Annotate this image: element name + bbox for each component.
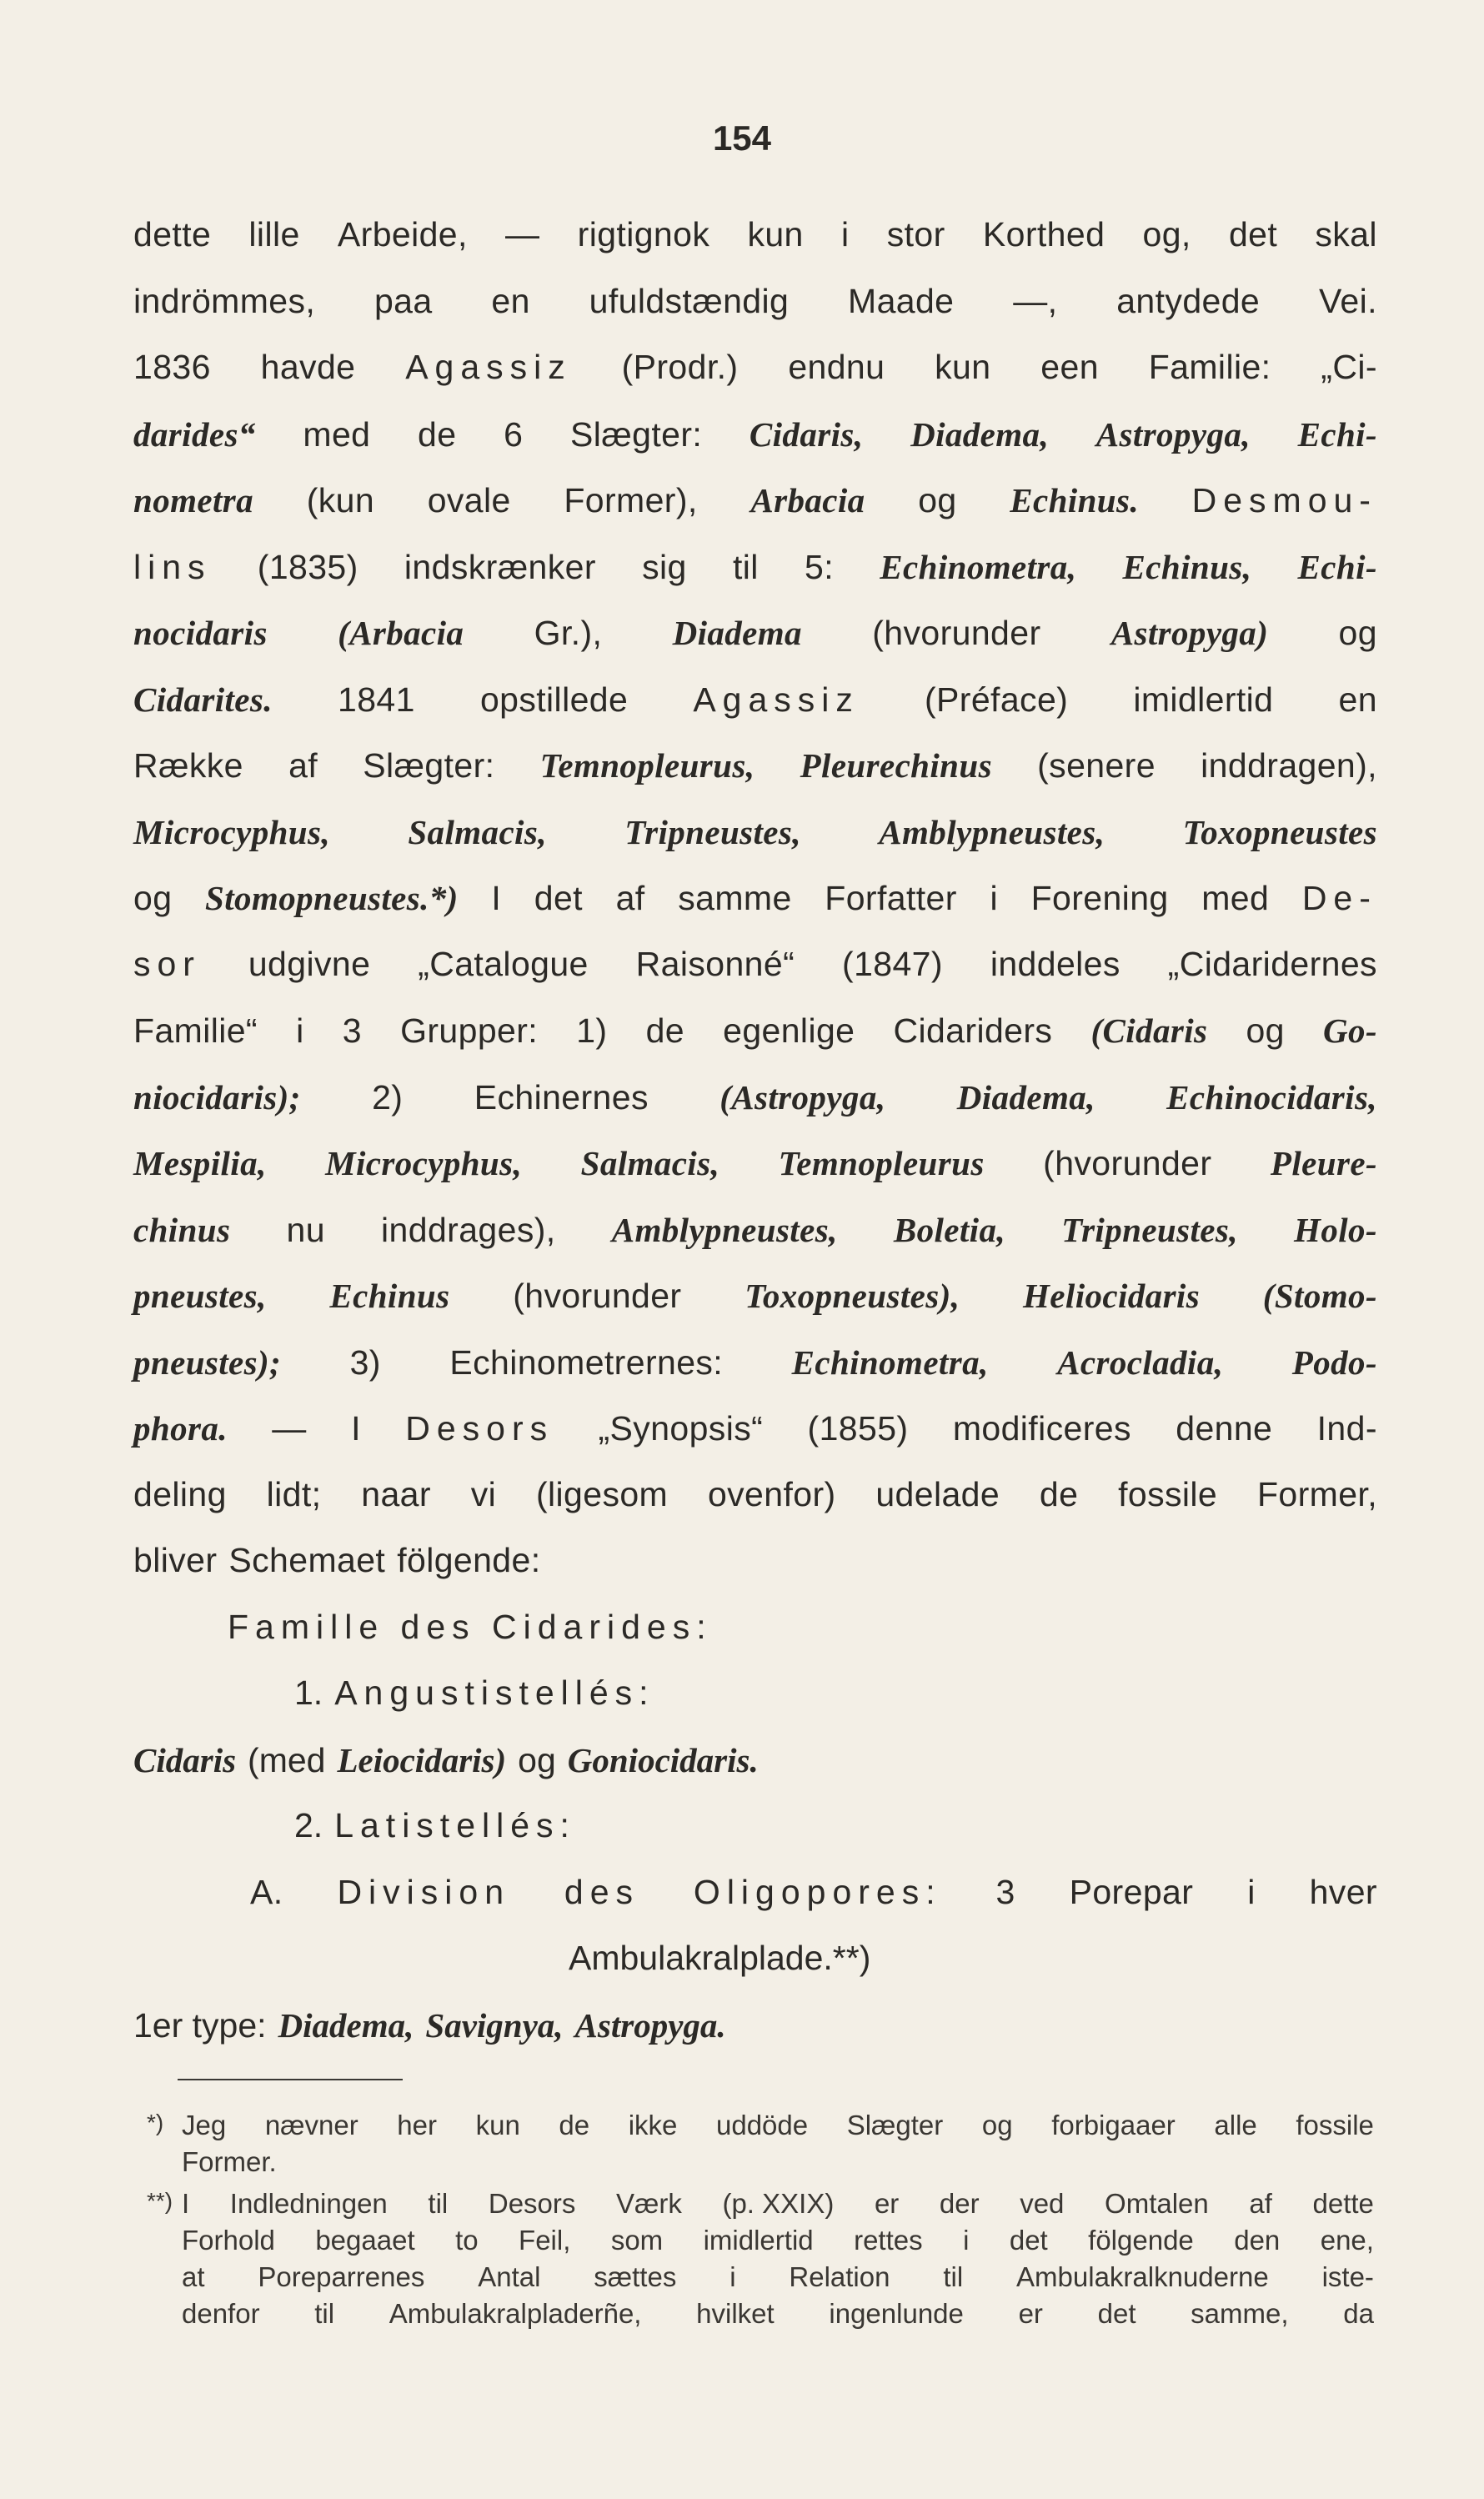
word: og	[1246, 1011, 1285, 1050]
word: her	[397, 2110, 437, 2140]
word: Echinometra,	[791, 1342, 989, 1382]
word: Familie“	[133, 1011, 258, 1050]
schema-text: i	[1247, 1872, 1256, 1911]
word: i	[963, 2225, 970, 2256]
word: Microcyphus,	[133, 812, 331, 851]
word: i	[729, 2261, 736, 2292]
word: paa	[374, 281, 433, 320]
word: Diadema	[672, 614, 802, 652]
word: i	[840, 215, 850, 253]
word: (Préface)	[925, 680, 1069, 719]
word: nu	[286, 1210, 325, 1249]
word: samme	[678, 879, 792, 917]
schema-text: des	[564, 1872, 640, 1911]
word: Echinus.	[1010, 481, 1139, 519]
word: nocidaris	[133, 614, 268, 652]
word: der	[939, 2188, 980, 2219]
word: chinus	[133, 1210, 231, 1249]
group-heading: Angustistellés:	[334, 1674, 655, 1712]
word: de	[1039, 1474, 1079, 1513]
word: De-	[1301, 879, 1377, 917]
word: Microcyphus,	[325, 1144, 523, 1182]
word: med	[303, 414, 371, 454]
word: Slægter:	[363, 746, 495, 785]
word: (senere	[1037, 746, 1156, 785]
word: (Astropyga,	[719, 1077, 886, 1117]
word: Podo-	[1291, 1342, 1377, 1382]
word: havde	[260, 348, 356, 386]
word: og	[918, 481, 957, 519]
word: denfor	[182, 2298, 260, 2329]
footnote-mark: **)	[147, 2188, 173, 2214]
word: det	[1009, 2225, 1048, 2256]
word: ikke	[628, 2110, 678, 2140]
word: til	[428, 2188, 449, 2219]
footnote-mark: *)	[147, 2110, 164, 2135]
word: een	[1040, 348, 1099, 386]
footnote-line	[182, 2146, 1374, 2183]
word: Forhold	[182, 2225, 275, 2256]
word: det	[1228, 215, 1278, 253]
word: (ligesom	[535, 1474, 669, 1513]
word: ovale	[427, 481, 511, 519]
word: Amblypneustes,	[879, 812, 1105, 851]
division-line	[133, 1873, 1377, 1939]
word: indrömmes,	[133, 281, 316, 320]
word: og	[1338, 614, 1377, 652]
schema-line	[133, 1806, 1377, 1873]
schema-text: Savignya,	[425, 2005, 564, 2045]
schema-text: Porepar	[1069, 1872, 1194, 1911]
word: 1841	[338, 680, 415, 719]
word: Boletia,	[893, 1210, 1006, 1249]
word: og,	[1142, 215, 1191, 253]
word: 1836	[133, 348, 211, 386]
word: denne	[1176, 1409, 1273, 1448]
word: fölgende	[1088, 2225, 1194, 2256]
text-line	[133, 812, 1377, 879]
schema-text: Astropyga.	[574, 2005, 726, 2045]
word: Echinometrernes:	[449, 1342, 724, 1382]
word: „Ci-	[1321, 348, 1377, 386]
word: begaaet	[315, 2225, 415, 2256]
family-heading: Famille des Cidarides:	[228, 1607, 713, 1646]
word: (Prodr.)	[621, 348, 739, 386]
word: opstillede	[479, 680, 629, 719]
word: Desors	[488, 2188, 576, 2219]
word: Cidarites.	[133, 680, 273, 719]
word: kun	[935, 348, 991, 386]
word: naar	[361, 1474, 431, 1513]
word: Agassiz	[405, 348, 572, 386]
word: alle	[1214, 2110, 1257, 2140]
word: lille	[248, 215, 300, 253]
word: da	[1343, 2298, 1374, 2329]
schema-text: 2.	[294, 1806, 323, 1844]
word: Amblypneustes,	[611, 1210, 838, 1249]
word: Echinometra,	[880, 547, 1077, 586]
word: Slægter:	[570, 414, 703, 454]
word: fossile	[1296, 2110, 1374, 2140]
word: antydede	[1116, 281, 1261, 320]
word: 1)	[576, 1011, 608, 1050]
text-line	[133, 878, 1377, 945]
word: fossile	[1118, 1474, 1218, 1513]
footnote-divider	[178, 2079, 403, 2080]
word: imidlertid	[1133, 680, 1274, 719]
word: i	[296, 1011, 304, 1050]
word: Desmou-	[1191, 481, 1377, 519]
word: Korthed	[982, 215, 1105, 253]
word: Række	[133, 746, 243, 785]
word: nævner	[264, 2110, 358, 2140]
word: (kun	[306, 481, 375, 519]
word: det	[1097, 2298, 1136, 2329]
text-line	[133, 1408, 1377, 1475]
word: Go-	[1323, 1011, 1377, 1050]
group-heading: Latistellés:	[334, 1806, 576, 1844]
word: Forening	[1030, 879, 1169, 917]
word: Salmacis,	[580, 1144, 720, 1182]
footnote	[147, 2188, 1374, 2335]
word: (1855)	[807, 1409, 909, 1448]
word: nometra	[133, 481, 254, 519]
word: Pleurechinus	[800, 746, 992, 785]
word: Grupper:	[400, 1011, 539, 1050]
text-line	[133, 1342, 1377, 1409]
word: pneustes);	[133, 1342, 282, 1382]
footnote	[147, 2110, 1374, 2183]
word: ved	[1020, 2188, 1065, 2219]
word: er	[874, 2188, 900, 2219]
word: Agassiz	[693, 680, 860, 719]
word: Schemaet	[228, 1541, 386, 1579]
word: imidlertid	[703, 2225, 814, 2256]
word: i	[990, 879, 998, 917]
text-line	[133, 348, 1377, 414]
word: 6	[504, 414, 524, 454]
word: Poreparrenes	[258, 2261, 425, 2292]
word: Echinocidaris,	[1166, 1077, 1377, 1117]
word: egenlige	[723, 1011, 855, 1050]
word: til	[733, 547, 759, 586]
word: det	[534, 879, 583, 917]
word: 3)	[349, 1342, 381, 1382]
word: og	[981, 2110, 1013, 2140]
word: to	[455, 2225, 479, 2256]
word: (hvorunder	[1043, 1144, 1212, 1182]
word: til	[314, 2298, 335, 2329]
word: Familie:	[1148, 348, 1271, 386]
word: og	[133, 879, 173, 917]
word: indskrænker	[404, 547, 596, 586]
text-line	[133, 1143, 1377, 1210]
word: Feil,	[519, 2225, 571, 2256]
word: dette	[1312, 2188, 1374, 2219]
word: Desors	[405, 1409, 554, 1448]
word: de	[559, 2110, 590, 2140]
word: dette	[133, 215, 212, 253]
word: Antal	[478, 2261, 541, 2292]
text-line	[133, 1011, 1377, 1077]
word: (Stomo-	[1262, 1277, 1377, 1315]
word: fölgende:	[397, 1541, 541, 1579]
word: „Catalogue	[418, 944, 589, 983]
footnotes	[147, 2110, 1374, 2335]
text-line	[133, 282, 1377, 349]
word: Jeg	[182, 2110, 227, 2140]
word: Former),	[564, 481, 698, 519]
word: Echinernes	[474, 1077, 649, 1117]
word: Holo-	[1294, 1210, 1377, 1249]
schema-text: 3	[995, 1872, 1015, 1911]
page-number: 154	[712, 118, 772, 158]
word: Værk	[616, 2188, 682, 2219]
schema-line	[133, 1939, 1377, 2005]
schema-text: Ambulakralplade.**)	[569, 1939, 871, 1977]
text-line	[133, 1475, 1377, 1542]
word: bliver	[133, 1541, 218, 1579]
word: de	[418, 414, 457, 454]
text-line	[133, 1210, 1377, 1277]
word: en	[491, 281, 530, 320]
word: Gr.),	[534, 614, 603, 652]
word: sor	[133, 944, 201, 983]
schema-text: Division	[337, 1872, 510, 1911]
word: Arbacia	[750, 481, 865, 519]
word: —,	[1013, 281, 1058, 320]
word: ufuldstændig	[589, 281, 790, 320]
text-line	[133, 414, 1377, 481]
word: Cidaris,	[749, 414, 864, 454]
word: af	[1249, 2188, 1272, 2219]
word: Cidariders	[893, 1011, 1053, 1050]
word: Tripneustes,	[624, 812, 801, 851]
text-line	[133, 745, 1377, 812]
word: lidt;	[266, 1474, 322, 1513]
word: (hvorunder	[513, 1277, 682, 1315]
word: inddrages),	[381, 1210, 556, 1249]
word: Stomopneustes.*)	[205, 879, 459, 917]
word: Ambulakralpladerñe,	[389, 2298, 642, 2329]
word: Heliocidaris	[1023, 1277, 1201, 1315]
word: Maade	[848, 281, 955, 320]
word: inddragen),	[1201, 746, 1377, 785]
word: ingenlunde	[829, 2298, 964, 2329]
word: Diadema,	[910, 414, 1050, 454]
word: Relation	[789, 2261, 890, 2292]
word: af	[288, 746, 318, 785]
word: Forfatter	[825, 879, 957, 917]
word: rettes	[854, 2225, 923, 2256]
text-line	[133, 215, 1377, 282]
word: Echi-	[1297, 547, 1377, 586]
word: —	[272, 1409, 307, 1448]
schema-line	[133, 1674, 1377, 1740]
word: (Arbacia	[338, 614, 464, 652]
word: Tripneustes,	[1061, 1210, 1238, 1249]
word: Echi-	[1297, 414, 1377, 454]
word: Pleure-	[1270, 1144, 1377, 1182]
word: deling	[133, 1474, 227, 1513]
word: er	[1018, 2298, 1043, 2329]
word: Salmacis,	[408, 812, 547, 851]
word: Toxopneustes),	[745, 1277, 960, 1315]
word: „Synopsis“	[598, 1409, 764, 1448]
word: som	[610, 2225, 664, 2256]
word: (1847)	[842, 944, 943, 983]
word: kun	[475, 2110, 520, 2140]
schema-text: hver	[1309, 1872, 1377, 1911]
word: Astropyga,	[1095, 414, 1251, 454]
word: I	[491, 879, 502, 917]
word: vi	[470, 1474, 497, 1513]
schema-text: Oligopores:	[693, 1872, 942, 1911]
word: sættes	[594, 2261, 677, 2292]
word: Temnopleurus	[778, 1144, 985, 1182]
word: uddöde	[716, 2110, 809, 2140]
word: —	[505, 215, 540, 253]
footnote-line	[182, 2110, 1374, 2146]
word: Diadema,	[956, 1077, 1095, 1117]
word: 3	[342, 1011, 362, 1050]
word: den	[1234, 2225, 1281, 2256]
word: de	[645, 1011, 684, 1050]
word: pneustes,	[133, 1277, 267, 1315]
word: samme,	[1191, 2298, 1289, 2329]
footnote-line	[182, 2261, 1374, 2298]
text-line	[133, 1541, 1377, 1608]
schema-text: Diadema,	[278, 2005, 414, 2045]
word: endnu	[788, 348, 885, 386]
word: Ambulakralknuderne	[1016, 2261, 1269, 2292]
schema-text: Cidaris	[133, 1740, 237, 1779]
word: rigtignok	[577, 215, 710, 253]
word: Indledningen	[229, 2188, 388, 2219]
schema-text: Goniocidaris.	[567, 1740, 759, 1779]
word: modificeres	[952, 1409, 1131, 1448]
word: kun	[747, 215, 804, 253]
word: „Cidaridernes	[1167, 944, 1377, 983]
footnote-line	[182, 2298, 1374, 2335]
word: forbigaaer	[1051, 2110, 1176, 2140]
word: Acrocladia,	[1057, 1342, 1224, 1382]
text-line	[133, 613, 1377, 680]
word: inddeles	[990, 944, 1121, 983]
word: af	[615, 879, 645, 917]
schema-text: 1.	[294, 1674, 323, 1712]
word: Slægter	[846, 2110, 944, 2140]
word: en	[1338, 680, 1377, 719]
word: (1835)	[257, 547, 358, 586]
word: 5:	[805, 547, 835, 586]
text-line	[133, 547, 1377, 614]
footnote-line	[182, 2188, 1374, 2225]
schema-text: (med	[248, 1740, 326, 1779]
word: Astropyga)	[1110, 614, 1269, 652]
text-line	[133, 480, 1377, 547]
word: Raisonné“	[635, 944, 795, 983]
word: Omtalen	[1105, 2188, 1209, 2219]
word: 2)	[372, 1077, 404, 1117]
word: Toxopneustes	[1182, 812, 1377, 851]
word: lins	[133, 547, 212, 586]
text-line	[133, 1077, 1377, 1144]
word: (p. XXIX)	[722, 2188, 835, 2219]
word: med	[1201, 879, 1270, 917]
word: I	[351, 1409, 361, 1448]
word: Echinus	[329, 1277, 450, 1315]
word: (hvorunder	[872, 614, 1041, 652]
word: sig	[642, 547, 687, 586]
word: Former.	[182, 2146, 277, 2177]
word: Vei.	[1318, 281, 1377, 320]
text-line	[133, 1276, 1377, 1342]
word: ovenfor)	[707, 1474, 836, 1513]
schema-text: 1er type:	[133, 2005, 267, 2045]
word: darides“	[133, 414, 256, 454]
word: til	[943, 2261, 964, 2292]
word: niocidaris);	[133, 1077, 301, 1117]
word: udelade	[875, 1474, 1000, 1513]
text-line	[133, 680, 1377, 746]
word: phora.	[133, 1409, 228, 1448]
body-text	[133, 215, 1377, 2071]
schema-line	[133, 1608, 1377, 1674]
word: skal	[1315, 215, 1377, 253]
word: Arbeide,	[337, 215, 468, 253]
word: iste-	[1321, 2261, 1374, 2292]
word: I	[182, 2188, 190, 2219]
word: Ind-	[1316, 1409, 1377, 1448]
text-line	[133, 945, 1377, 1011]
word: hvilket	[696, 2298, 775, 2329]
word: Former,	[1256, 1474, 1377, 1513]
word: (Cidaris	[1090, 1011, 1208, 1050]
word: stor	[886, 215, 945, 253]
schema-line	[133, 1740, 1377, 1807]
word: ene,	[1320, 2225, 1374, 2256]
word: Mespilia,	[133, 1144, 267, 1182]
word: Temnopleurus,	[539, 746, 755, 785]
footnote-line	[182, 2225, 1374, 2261]
schema-text: og	[518, 1740, 556, 1779]
word: udgivne	[248, 944, 371, 983]
schema-text: Leiocidaris)	[337, 1740, 507, 1779]
schema-line	[133, 2005, 1377, 2072]
word: Echinus,	[1122, 547, 1252, 586]
schema-text: A.	[250, 1872, 283, 1911]
word: at	[182, 2261, 205, 2292]
